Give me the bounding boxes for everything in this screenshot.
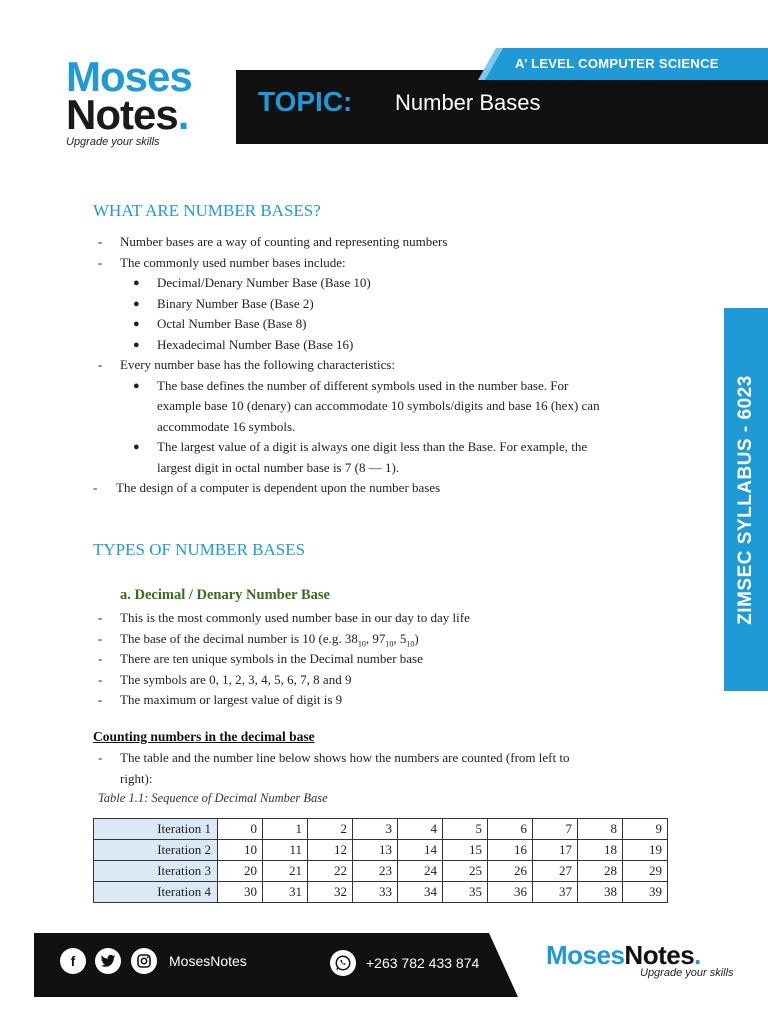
footer-logo xyxy=(546,940,734,979)
table-cell: 18 xyxy=(578,840,623,861)
text-line: This is the most commonly used number base in our day to day life xyxy=(120,610,470,625)
table-row xyxy=(94,861,668,882)
text-line: Every number base has the following characteristics: xyxy=(120,357,396,372)
table-cell: 27 xyxy=(533,861,578,882)
row-label: Iteration 4 xyxy=(94,882,218,903)
table-cell: 3 xyxy=(353,819,398,840)
moses-notes-logo xyxy=(66,53,231,148)
table-cell: 32 xyxy=(308,882,353,903)
table-cell: 6 xyxy=(488,819,533,840)
table-caption: Table 1.1: Sequence of Decimal Number Base xyxy=(98,791,328,805)
table-cell: 26 xyxy=(488,861,533,882)
table-cell: 19 xyxy=(623,840,668,861)
whatsapp-icon[interactable] xyxy=(330,950,356,976)
syllabus-side-tab-text-wrap xyxy=(724,308,768,691)
list-item: Hexadecimal Number Base (Base 16) xyxy=(157,336,354,352)
table-cell: 2 xyxy=(308,819,353,840)
table-cell: 31 xyxy=(263,882,308,903)
table-cell: 5 xyxy=(443,819,488,840)
table-cell: 7 xyxy=(533,819,578,840)
table-cell: 39 xyxy=(623,882,668,903)
table-cell: 33 xyxy=(353,882,398,903)
text-line: largest digit in octal number base is 7 (8 — 1). xyxy=(157,459,400,475)
table-cell: 20 xyxy=(218,861,263,882)
table-cell: 4 xyxy=(398,819,443,840)
table-cell: 22 xyxy=(308,861,353,882)
table-cell: 17 xyxy=(533,840,578,861)
table-row xyxy=(94,819,668,840)
table-cell: 15 xyxy=(443,840,488,861)
text-line: The largest value of a digit is always one digit less than the Base. For example, the xyxy=(157,439,588,454)
decimal-list: - This is the most commonly used number base in our day to day life - The base of the decimal number is 10 (e.g. $38_{10}$, $97_{10}$, $5_{10}$) - There are ten unique symbols in the Decimal number base - The symbols are 0, 1, 2, 3, 4, 5, 6, 7, 8 and 9 - The maximum or largest value of digit is 9 xyxy=(0,608,720,711)
text-line: There are ten unique symbols in the Decimal number base xyxy=(120,651,423,666)
table-cell: 14 xyxy=(398,840,443,861)
table-cell: 13 xyxy=(353,840,398,861)
phone-number: +263 782 433 874 xyxy=(366,955,480,971)
row-label: Iteration 3 xyxy=(94,861,218,882)
heading-counting-decimal: Counting numbers in the decimal base xyxy=(93,729,315,744)
table-cell: 28 xyxy=(578,861,623,882)
text-line: The table and the number line below shows how the numbers are counted (from left to xyxy=(120,750,570,765)
footer-tagline: Upgrade your skills xyxy=(640,967,734,979)
heading-what-are-number-bases: WHAT ARE NUMBER BASES? xyxy=(93,201,321,220)
table-cell: 36 xyxy=(488,882,533,903)
table-cell: 30 xyxy=(218,882,263,903)
counting-text: - The table and the number line below shows how the numbers are counted (from left to right): xyxy=(0,748,720,789)
text-line: Number bases are a way of counting and representing numbers xyxy=(120,234,448,249)
table-cell: 10 xyxy=(218,840,263,861)
table-cell: 8 xyxy=(578,819,623,840)
instagram-icon[interactable] xyxy=(131,948,157,974)
topic-label: TOPIC: xyxy=(258,86,353,117)
row-label: Iteration 1 xyxy=(94,819,218,840)
table-row xyxy=(94,882,668,903)
logo-tagline: Upgrade your skills xyxy=(66,136,160,148)
text-line: The commonly used number bases include: xyxy=(120,254,346,270)
table-cell: 37 xyxy=(533,882,578,903)
text-line: right): xyxy=(120,770,153,786)
text-line: The base of the decimal number is 10 (e.g. $38_{10}$, $97_{10}$, $5_{10}$) xyxy=(120,630,419,649)
table-cell: 12 xyxy=(308,840,353,861)
text-line: The base defines the number of different symbols used in the number base. For xyxy=(157,377,569,393)
table-cell: 25 xyxy=(443,861,488,882)
heading-types-of-number-bases: TYPES OF NUMBER BASES xyxy=(93,540,306,559)
footer-logo-text: MosesNotes. xyxy=(546,940,701,970)
text-line: The symbols are 0, 1, 2, 3, 4, 5, 6, 7, 8 and 9 xyxy=(120,671,352,687)
table-cell: 16 xyxy=(488,840,533,861)
level-label: A’ LEVEL COMPUTER SCIENCE xyxy=(515,56,719,71)
text-line: The maximum or largest value of digit is 9 xyxy=(120,692,343,707)
list-item: Binary Number Base (Base 2) xyxy=(157,295,314,311)
table-cell: 1 xyxy=(263,819,308,840)
topic-name: Number Bases xyxy=(395,90,541,115)
table-cell: 11 xyxy=(263,840,308,861)
logo-word-moses: Moses xyxy=(66,53,192,100)
text-line: accommodate 16 symbols. xyxy=(157,418,296,434)
text-line: The design of a computer is dependent upon the number bases xyxy=(116,480,441,495)
table-cell: 34 xyxy=(398,882,443,903)
facebook-icon[interactable]: f xyxy=(60,948,86,974)
decimal-sequence-table xyxy=(93,818,668,903)
list-item: Octal Number Base (Base 8) xyxy=(157,316,307,331)
table-row xyxy=(94,840,668,861)
table-cell: 9 xyxy=(623,819,668,840)
table-cell: 35 xyxy=(443,882,488,903)
table-cell: 0 xyxy=(218,819,263,840)
table-cell: 21 xyxy=(263,861,308,882)
section1-body: - Number bases are a way of counting and representing numbers - The commonly used number bases include: ● Decimal/Denary Number Base (Base 10) ● Binary Number Base (Base 2) ● Octal Number Base (Base 8) ● Hexadecimal Number Base (Base 16) - Every number base has the following characteristics: ● The base defines the number of different symbols used in the number base. For example base 10 (denary) can accommodate 10 symbols/digits and base 16 (hex) can accommodate 16 symbols. ● The largest value of a digit is always one digit less than the Base. For example, the largest digit in octal number base is 7 (8 — 1). - The design of a computer is dependent upon the number bases xyxy=(0,232,720,499)
subheading-decimal: a. Decimal / Denary Number Base xyxy=(120,587,330,603)
text-line: example base 10 (denary) can accommodate 10 symbols/digits and base 16 (hex) can xyxy=(157,398,600,413)
syllabus-label: ZIMSEC SYLLABUS - 6023 xyxy=(735,374,757,625)
table-cell: 38 xyxy=(578,882,623,903)
list-item: Decimal/Denary Number Base (Base 10) xyxy=(157,275,371,290)
table-cell: 24 xyxy=(398,861,443,882)
row-label: Iteration 2 xyxy=(94,840,218,861)
table-cell: 29 xyxy=(623,861,668,882)
table-cell: 23 xyxy=(353,861,398,882)
twitter-icon[interactable] xyxy=(95,948,121,974)
social-handle: MosesNotes xyxy=(169,953,247,969)
logo-word-notes: Notes. xyxy=(66,91,189,138)
